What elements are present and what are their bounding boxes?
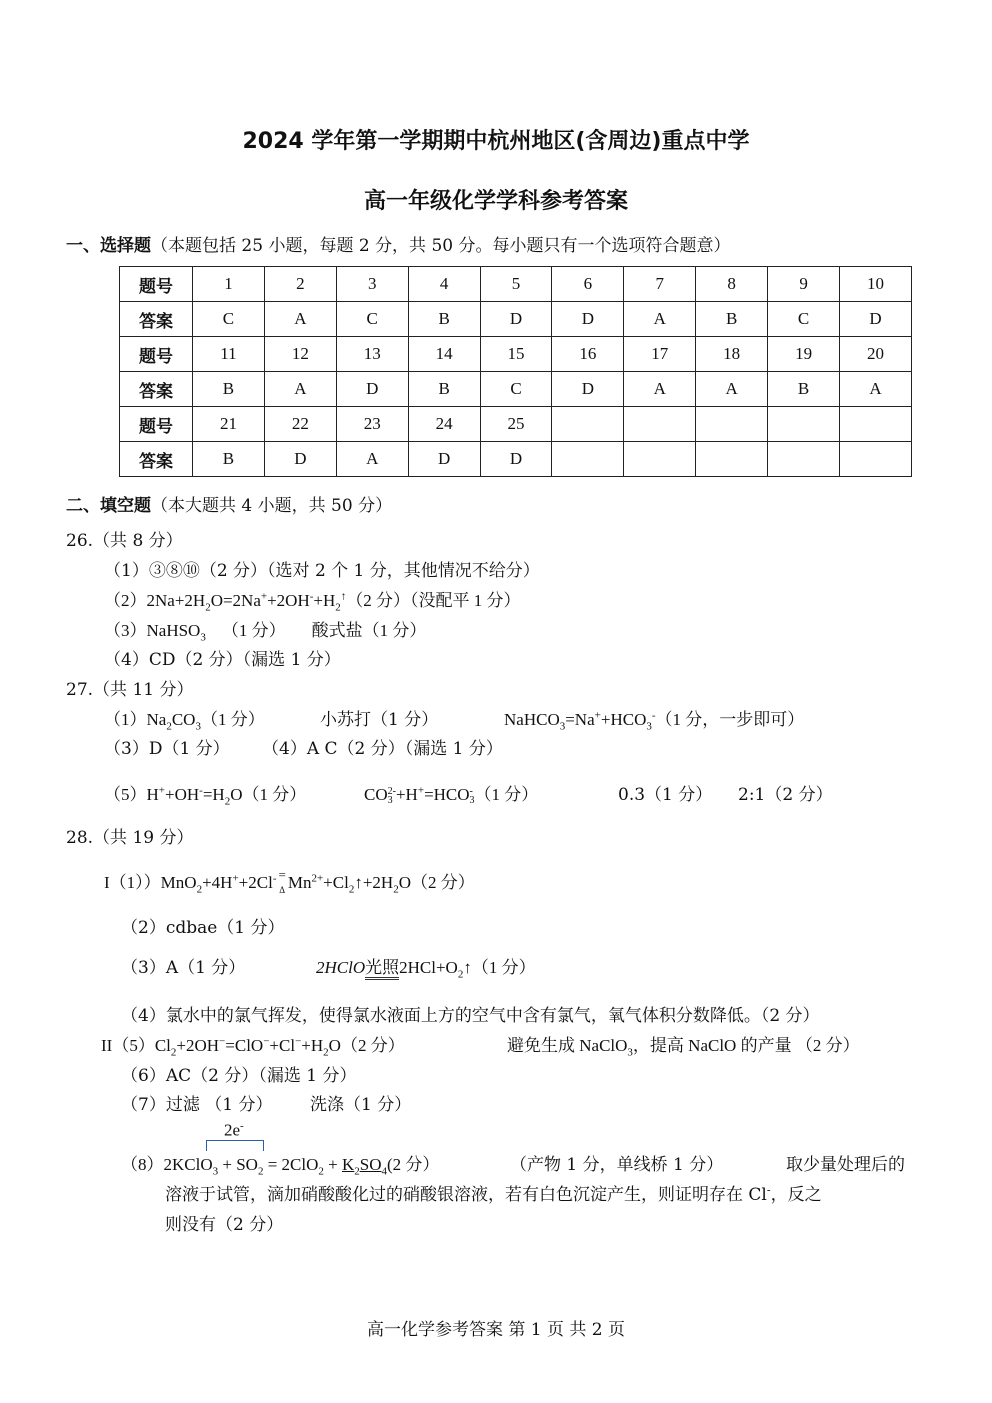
table-row-question (120, 337, 912, 372)
answer-cell: D (840, 302, 912, 337)
answer-cell (696, 442, 768, 477)
answer-cell: C (768, 302, 840, 337)
answer-cell: C (480, 372, 552, 407)
q28-answer-11: （8）2KClO$_3$ + $SO_2 = 2ClO_2 + K_2SO_4(2$ 分） (121, 1155, 440, 1178)
row-header: 题号 (120, 407, 193, 442)
answer-cell (768, 442, 840, 477)
page-title: 2024 学年第一学期期中杭州地区(含周边)重点中学 (242, 129, 750, 154)
q26-answer-4: （4）CD（2 分）（漏选 1 分） (104, 650, 341, 670)
page-footer: 高一化学参考答案 第 1 页 共 2 页 (366, 1320, 626, 1340)
q28-answer-7: 避免生成 NaClO$_3$，提高 NaClO 的产量 （2 分） (507, 1036, 860, 1059)
answer-cell: A (696, 372, 768, 407)
q27-answer-2: 小苏打（1 分） (320, 710, 439, 730)
table-row-question (120, 267, 912, 302)
q28-answer-5: （4）氯水中的氯气挥发，使得氯水液面上方的空气中含有氯气，氧气体积分数降低。（2 分） (121, 1006, 820, 1026)
answer-cell: D (552, 302, 624, 337)
question-number-cell: 1 (193, 267, 265, 302)
answer-cell: A (624, 372, 696, 407)
answer-cell: A (336, 442, 408, 477)
question-number-cell (624, 407, 696, 442)
answer-cell (624, 442, 696, 477)
section-fill-heading (66, 491, 392, 516)
row-header: 答案 (120, 302, 193, 337)
q28-answer-13: 取少量处理后的 (786, 1155, 905, 1175)
q28-answer-12: （产物 1 分，单线桥 1 分） (510, 1155, 724, 1175)
q28-answer-9: （7）过滤 （1 分） (121, 1095, 273, 1115)
q27-answer-5: （4）A C（2 分）（漏选 1 分） (262, 739, 503, 759)
answer-cell: D (480, 302, 552, 337)
question-number-cell: 21 (193, 407, 265, 442)
table-row-answer (120, 442, 912, 477)
table-row-answer (120, 372, 912, 407)
answer-cell: D (336, 372, 408, 407)
q28-answer-14: 溶液于试管，滴加硝酸酸化过的硝酸银溶液，若有白色沉淀产生，则证明存在 Cl-，反之 (165, 1183, 822, 1205)
answer-cell: D (480, 442, 552, 477)
q28-answer-10: 洗涤（1 分） (310, 1095, 412, 1115)
question-number-cell: 19 (768, 337, 840, 372)
question-number-cell: 11 (193, 337, 265, 372)
q28-heading: 28.（共 19 分） (66, 828, 194, 848)
row-header: 题号 (120, 337, 193, 372)
section-choice-desc: （本题包括 25 小题，每题 2 分，共 50 分。每小题只有一个选项符合题意） (151, 236, 731, 256)
answer-cell: A (624, 302, 696, 337)
question-number-cell: 4 (408, 267, 480, 302)
electron-transfer-label: 2e- (224, 1120, 244, 1140)
q26-heading: 26.（共 8 分） (66, 531, 183, 551)
q27-answer-7: CO2- 3 +H+=HCO- 3（1 分） (364, 784, 539, 807)
question-number-cell (840, 407, 912, 442)
question-number-cell (768, 407, 840, 442)
question-number-cell (552, 407, 624, 442)
q26-answer-3: （3）NaHSO$_3$ （1 分） 酸式盐（1 分） (104, 621, 427, 644)
question-number-cell (696, 407, 768, 442)
question-number-cell: 20 (840, 337, 912, 372)
question-number-cell: 12 (264, 337, 336, 372)
answer-cell (840, 442, 912, 477)
q26-answer-2: $(2)2Na+2H_2O=2Na^++2OH^-+H_2^↑(2$ 分）（没配平 1 分） (104, 590, 521, 614)
answer-cell: D (264, 442, 336, 477)
answer-cell: B (193, 442, 265, 477)
question-number-cell: 24 (408, 407, 480, 442)
answer-cell: B (408, 372, 480, 407)
answer-cell: B (193, 372, 265, 407)
row-header: 答案 (120, 442, 193, 477)
answer-cell: D (408, 442, 480, 477)
row-header: 题号 (120, 267, 193, 302)
answer-cell: A (264, 302, 336, 337)
section-fill-title: 二、填空题 (66, 496, 151, 516)
q27-answer-8: 0.3（1 分） (618, 785, 713, 805)
answer-cell (552, 442, 624, 477)
section-choice-title: 一、选择题 (66, 236, 151, 256)
answer-cell: A (840, 372, 912, 407)
table-row-answer (120, 302, 912, 337)
q27-answer-3: $NaHCO_3=Na^++HCO_3^-(1$ 分，一步即可） (504, 709, 805, 733)
question-number-cell: 9 (768, 267, 840, 302)
question-number-cell: 14 (408, 337, 480, 372)
q28-answer-1: I（1））MnO$_2$+4H++2Cl- = Δ $Mn^{2+}+Cl_2↑+2H_2O(2$ 分） (104, 867, 475, 896)
q28-answer-6: $II(5)Cl_2+2OH^-=ClO^-+Cl^-+H_2O(2$ 分） (101, 1035, 405, 1059)
question-number-cell: 10 (840, 267, 912, 302)
q28-answer-15: 则没有（2 分） (165, 1215, 284, 1235)
q26-answer-1: （1）③⑧⑩（2 分）（选对 2 个 1 分，其他情况不给分） (104, 561, 540, 581)
question-number-cell: 23 (336, 407, 408, 442)
answer-cell: C (193, 302, 265, 337)
question-number-cell: 25 (480, 407, 552, 442)
question-number-cell: 13 (336, 337, 408, 372)
table-row-question (120, 407, 912, 442)
question-number-cell: 3 (336, 267, 408, 302)
q28-answer-8: （6）AC（2 分）（漏选 1 分） (121, 1066, 357, 1086)
question-number-cell: 17 (624, 337, 696, 372)
question-number-cell: 22 (264, 407, 336, 442)
question-number-cell: 2 (264, 267, 336, 302)
answer-cell: B (768, 372, 840, 407)
question-number-cell: 5 (480, 267, 552, 302)
question-number-cell: 7 (624, 267, 696, 302)
answer-cell: C (336, 302, 408, 337)
q27-answer-1: $(1)Na_2CO_3(1$ 分） (104, 710, 265, 733)
question-number-cell: 18 (696, 337, 768, 372)
question-number-cell: 15 (480, 337, 552, 372)
answer-cell: B (408, 302, 480, 337)
answer-cell: D (552, 372, 624, 407)
q28-answer-3: （3）A（1 分） (121, 958, 246, 978)
q27-answer-4: （3）D（1 分） (104, 739, 230, 759)
q28-answer-4: 2HClO光照$2HCl+O_2↑(1$ 分） (316, 958, 536, 981)
question-number-cell: 6 (552, 267, 624, 302)
q27-answer-6: $(5)H^++OH^-=H_2O(1$ 分） (104, 784, 307, 808)
q27-answer-9: 2:1（2 分） (738, 785, 833, 805)
q28-answer-2: （2）cdbae（1 分） (121, 918, 285, 938)
q27-heading: 27.（共 11 分） (66, 680, 194, 700)
question-number-cell: 8 (696, 267, 768, 302)
section-choice-heading (66, 231, 731, 256)
section-fill-desc: （本大题共 4 小题，共 50 分） (151, 496, 393, 516)
answer-table (119, 266, 912, 477)
question-number-cell: 16 (552, 337, 624, 372)
row-header: 答案 (120, 372, 193, 407)
page-subtitle: 高一年级化学学科参考答案 (363, 189, 628, 214)
answer-cell: B (696, 302, 768, 337)
answer-cell: A (264, 372, 336, 407)
